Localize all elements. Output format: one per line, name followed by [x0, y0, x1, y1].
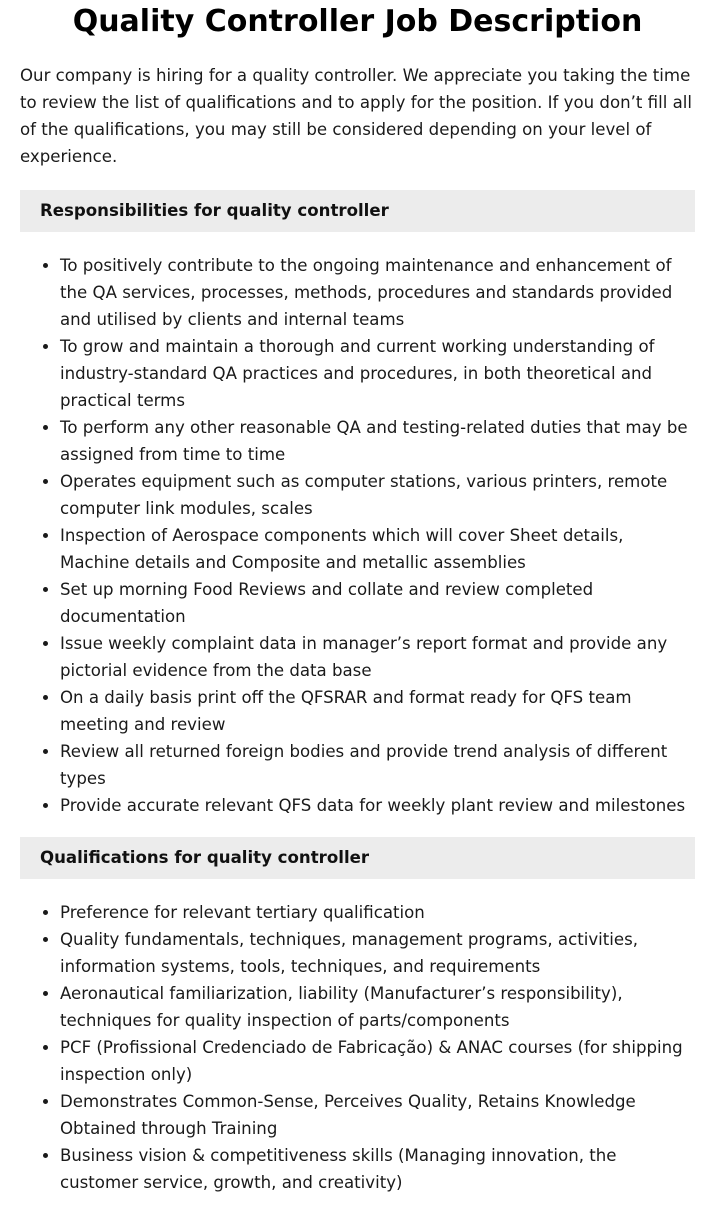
list-item: • Preference for relevant tertiary qualification	[60, 899, 695, 926]
responsibilities-heading: Responsibilities for quality controller	[20, 190, 695, 232]
list-item: • Demonstrates Common-Sense, Perceives Quality, Retains Knowledge Obtained through Training	[60, 1088, 695, 1142]
qualifications-list	[20, 899, 695, 1196]
intro-paragraph: Our company is hiring for a quality controller. We appreciate you taking the time to review the list of qualifications and to apply for the position. If you don’t fill all of the qualifications, you may still be considered depending on your level of experience.	[20, 66, 693, 166]
list-item: • Quality fundamentals, techniques, management programs, activities, information systems, tools, techniques, and requirements	[60, 926, 695, 980]
list-item: • To positively contribute to the ongoing maintenance and enhancement of the QA services, processes, methods, procedures and standards provided and utilised by clients and internal teams	[60, 252, 695, 333]
list-item: • Business vision & competitiveness skills (Managing innovation, the customer service, growth, and creativity)	[60, 1142, 695, 1196]
list-item: • PCF (Profissional Credenciado de Fabricação) & ANAC courses (for shipping inspection only)	[60, 1034, 695, 1088]
list-item: • Issue weekly complaint data in manager’s report format and provide any pictorial evidence from the data base	[60, 630, 695, 684]
list-item: • Provide accurate relevant QFS data for weekly plant review and milestones	[60, 792, 695, 819]
list-item: • Aeronautical familiarization, liability (Manufacturer’s responsibility), techniques for quality inspection of parts/components	[60, 980, 695, 1034]
page-title: Quality Controller Job Description	[72, 4, 643, 39]
list-item: • Set up morning Food Reviews and collate and review completed documentation	[60, 576, 695, 630]
list-item: • To grow and maintain a thorough and current working understanding of industry-standard QA practices and procedures, in both theoretical and practical terms	[60, 333, 695, 414]
list-item: • Review all returned foreign bodies and provide trend analysis of different types	[60, 738, 695, 792]
list-item: • Operates equipment such as computer stations, various printers, remote computer link modules, scales	[60, 468, 695, 522]
list-item: • Inspection of Aerospace components which will cover Sheet details, Machine details and Composite and metallic assemblies	[60, 522, 695, 576]
list-item: • On a daily basis print off the QFSRAR and format ready for QFS team meeting and review	[60, 684, 695, 738]
list-item: • To perform any other reasonable QA and testing-related duties that may be assigned from time to time	[60, 414, 695, 468]
qualifications-heading: Qualifications for quality controller	[20, 837, 695, 879]
responsibilities-list	[20, 252, 695, 819]
